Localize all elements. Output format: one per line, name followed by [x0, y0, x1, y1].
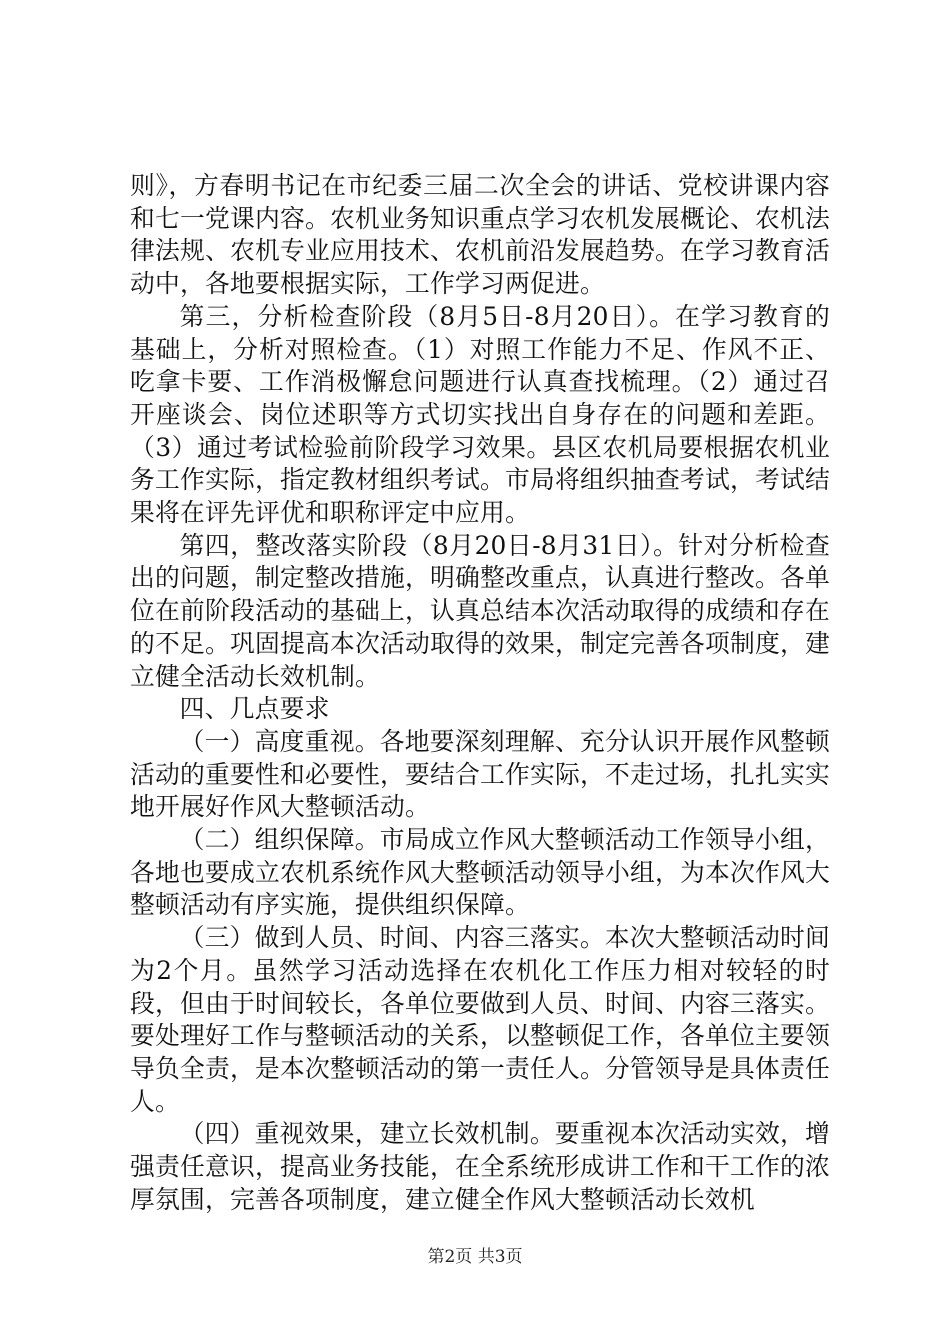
page-number-label: 第2页 共3页	[427, 1247, 523, 1267]
paragraph-requirement-two: （二）组织保障。市局成立作风大整顿活动工作领导小组，各地也要成立农机系统作风大整顿活动领导小组，为本次作风大整顿活动有序实施，提供组织保障。	[130, 825, 830, 920]
document-body	[130, 170, 830, 1217]
paragraph-requirement-one: （一）高度重视。各地要深刻理解、充分认识开展作风整顿活动的重要性和必要性，要结合工作实际，不走过场，扎扎实实地开展好作风大整顿活动。	[130, 726, 830, 822]
paragraph-requirement-four: （四）重视效果，建立长效机制。要重视本次活动实效，增强责任意识，提高业务技能，在全系统形成讲工作和干工作的浓厚氛围，完善各项制度，建立健全作风大整顿活动长效机	[130, 1119, 830, 1214]
paragraph-stage-three: 第三，分析检查阶段（8月5日-8月20日）。在学习教育的基础上，分析对照检查。（1）对照工作能力不足、作风不正、吃拿卡要、工作消极懈怠问题进行认真查找梳理。（2）通过召开座谈会、岗位述职等方式切实找出自身存在的问题和差距。（3）通过考试检验前阶段学习效果。县区农机局要根据农机业务工作实际，指定教材组织考试。市局将组织抽查考试，考试结果将在评先评优和职称评定中应用。	[130, 301, 830, 528]
page-footer	[0, 1242, 950, 1267]
paragraph-stage-four: 第四，整改落实阶段（8月20日-8月31日）。针对分析检查出的问题，制定整改措施，明确整改重点，认真进行整改。各单位在前阶段活动的基础上，认真总结本次活动取得的成绩和存在的不足。巩固提高本次活动取得的效果，制定完善各项制度，建立健全活动长效机制。	[130, 530, 830, 691]
paragraph-requirement-three: （三）做到人员、时间、内容三落实。本次大整顿活动时间为2个月。虽然学习活动选择在农机化工作压力相对较轻的时段，但由于时间较长，各单位要做到人员、时间、内容三落实。要处理好工作与整顿活动的关系，以整顿促工作，各单位主要领导负全责，是本次整顿活动的第一责任人。分管领导是具体责任人。	[130, 923, 830, 1116]
paragraph-continuation: 则》，方春明书记在市纪委三届二次全会的讲话、党校讲课内容和七一党课内容。农机业务知识重点学习农机发展概论、农机法律法规、农机专业应用技术、农机前沿发展趋势。在学习教育活动中，各地要根据实际，工作学习两促进。	[130, 171, 830, 299]
section-heading-requirements: 四、几点要求	[179, 694, 330, 724]
